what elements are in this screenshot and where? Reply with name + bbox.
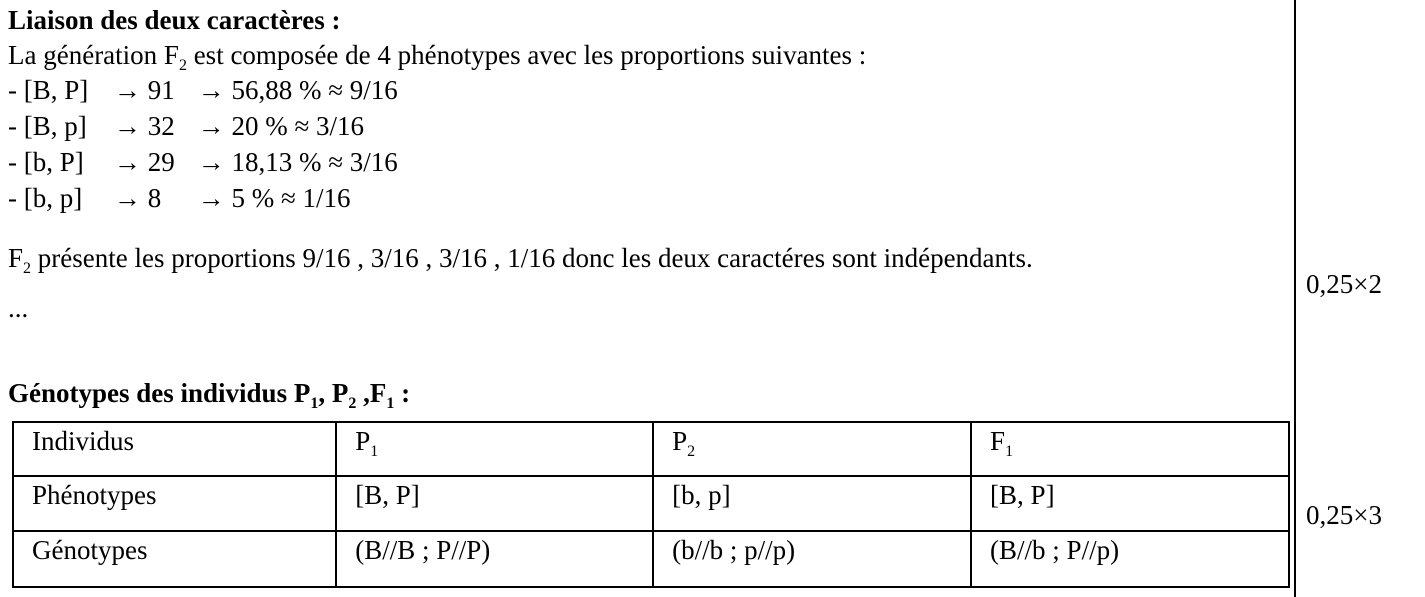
conclusion-subscript: 2 bbox=[23, 260, 32, 277]
cell-subscript: 1 bbox=[1005, 443, 1014, 460]
arrow-icon: → bbox=[114, 111, 141, 141]
table-cell-p2 bbox=[653, 422, 971, 476]
table-cell-f1: [B, P] bbox=[971, 476, 1289, 531]
table-cell-f1 bbox=[971, 422, 1289, 476]
arrow-icon: → bbox=[114, 147, 141, 177]
phenotype-label: - [b, p] bbox=[8, 183, 83, 213]
title-subscript: 2 bbox=[348, 395, 357, 412]
proportion-item bbox=[8, 183, 351, 213]
table-cell-label: Individus bbox=[13, 422, 336, 476]
section-title-liaison: Liaison des deux caractères : bbox=[8, 5, 341, 35]
count-value: 91 bbox=[147, 75, 175, 105]
genotype-table bbox=[12, 421, 1290, 588]
intro-line bbox=[8, 40, 866, 75]
title-part: : bbox=[394, 378, 411, 408]
conclusion-text-end: présente les proportions 9/16 , 3/16 , 3/16 , 1/16 donc les deux caractéres sont indépendants. bbox=[31, 243, 1033, 273]
intro-text-end: est composée de 4 phénotypes avec les proportions suivantes : bbox=[186, 40, 867, 70]
count-value: 29 bbox=[147, 147, 175, 177]
cell-text: P bbox=[672, 426, 688, 456]
cell-text: F bbox=[990, 426, 1006, 456]
cell-subscript: 1 bbox=[370, 443, 379, 460]
proportion-item bbox=[8, 75, 398, 105]
phenotype-label: - [B, p] bbox=[8, 111, 87, 141]
table-cell-p1 bbox=[336, 422, 653, 476]
arrow-icon: → bbox=[114, 183, 141, 213]
intro-text-start: La génération F bbox=[8, 40, 179, 70]
table-cell-p2: (b//b ; p//p) bbox=[653, 531, 971, 587]
conclusion-text-start: F bbox=[8, 243, 24, 273]
count-value: 32 bbox=[147, 111, 175, 141]
title-part: Génotypes des individus P bbox=[8, 378, 311, 408]
percent-value: 56,88 % ≈ 9/16 bbox=[231, 75, 398, 105]
proportion-item bbox=[8, 147, 398, 177]
score-2: 0,25×3 bbox=[1306, 500, 1382, 530]
cell-subscript: 2 bbox=[687, 443, 696, 460]
conclusion-line bbox=[8, 243, 1033, 278]
table-cell-p1: [B, P] bbox=[336, 476, 653, 531]
intro-subscript: 2 bbox=[178, 57, 187, 74]
phenotype-label: - [b, P] bbox=[8, 147, 84, 177]
arrow-icon: → bbox=[197, 183, 225, 213]
arrow-icon: → bbox=[114, 75, 141, 105]
table-row-phenotypes bbox=[13, 476, 1289, 531]
table-row-individus bbox=[13, 422, 1289, 476]
score-1: 0,25×2 bbox=[1306, 269, 1382, 299]
cell-text: P bbox=[355, 426, 371, 456]
count-value: 8 bbox=[147, 183, 162, 213]
title-part: ,F bbox=[356, 378, 387, 408]
percent-value: 5 % ≈ 1/16 bbox=[231, 183, 351, 213]
margin-divider bbox=[1294, 0, 1296, 597]
table-cell-f1: (B//b ; P//p) bbox=[971, 531, 1289, 587]
title-part: , P bbox=[318, 378, 349, 408]
proportion-item bbox=[8, 111, 364, 141]
phenotype-label: - [B, P] bbox=[8, 75, 89, 105]
table-cell-label: Phénotypes bbox=[13, 476, 336, 531]
arrow-icon: → bbox=[197, 147, 225, 177]
table-row-genotypes bbox=[13, 531, 1289, 587]
section-title-genotypes bbox=[8, 378, 410, 413]
table-cell-p2: [b, p] bbox=[653, 476, 971, 531]
title-subscript: 1 bbox=[386, 395, 395, 412]
percent-value: 20 % ≈ 3/16 bbox=[231, 111, 365, 141]
table-cell-label: Génotypes bbox=[13, 531, 336, 587]
arrow-icon: → bbox=[197, 75, 225, 105]
title-subscript: 1 bbox=[310, 395, 319, 412]
arrow-icon: → bbox=[197, 111, 225, 141]
percent-value: 18,13 % ≈ 3/16 bbox=[231, 147, 398, 177]
ellipsis: ... bbox=[8, 293, 29, 323]
table-cell-p1: (B//B ; P//P) bbox=[336, 531, 653, 587]
